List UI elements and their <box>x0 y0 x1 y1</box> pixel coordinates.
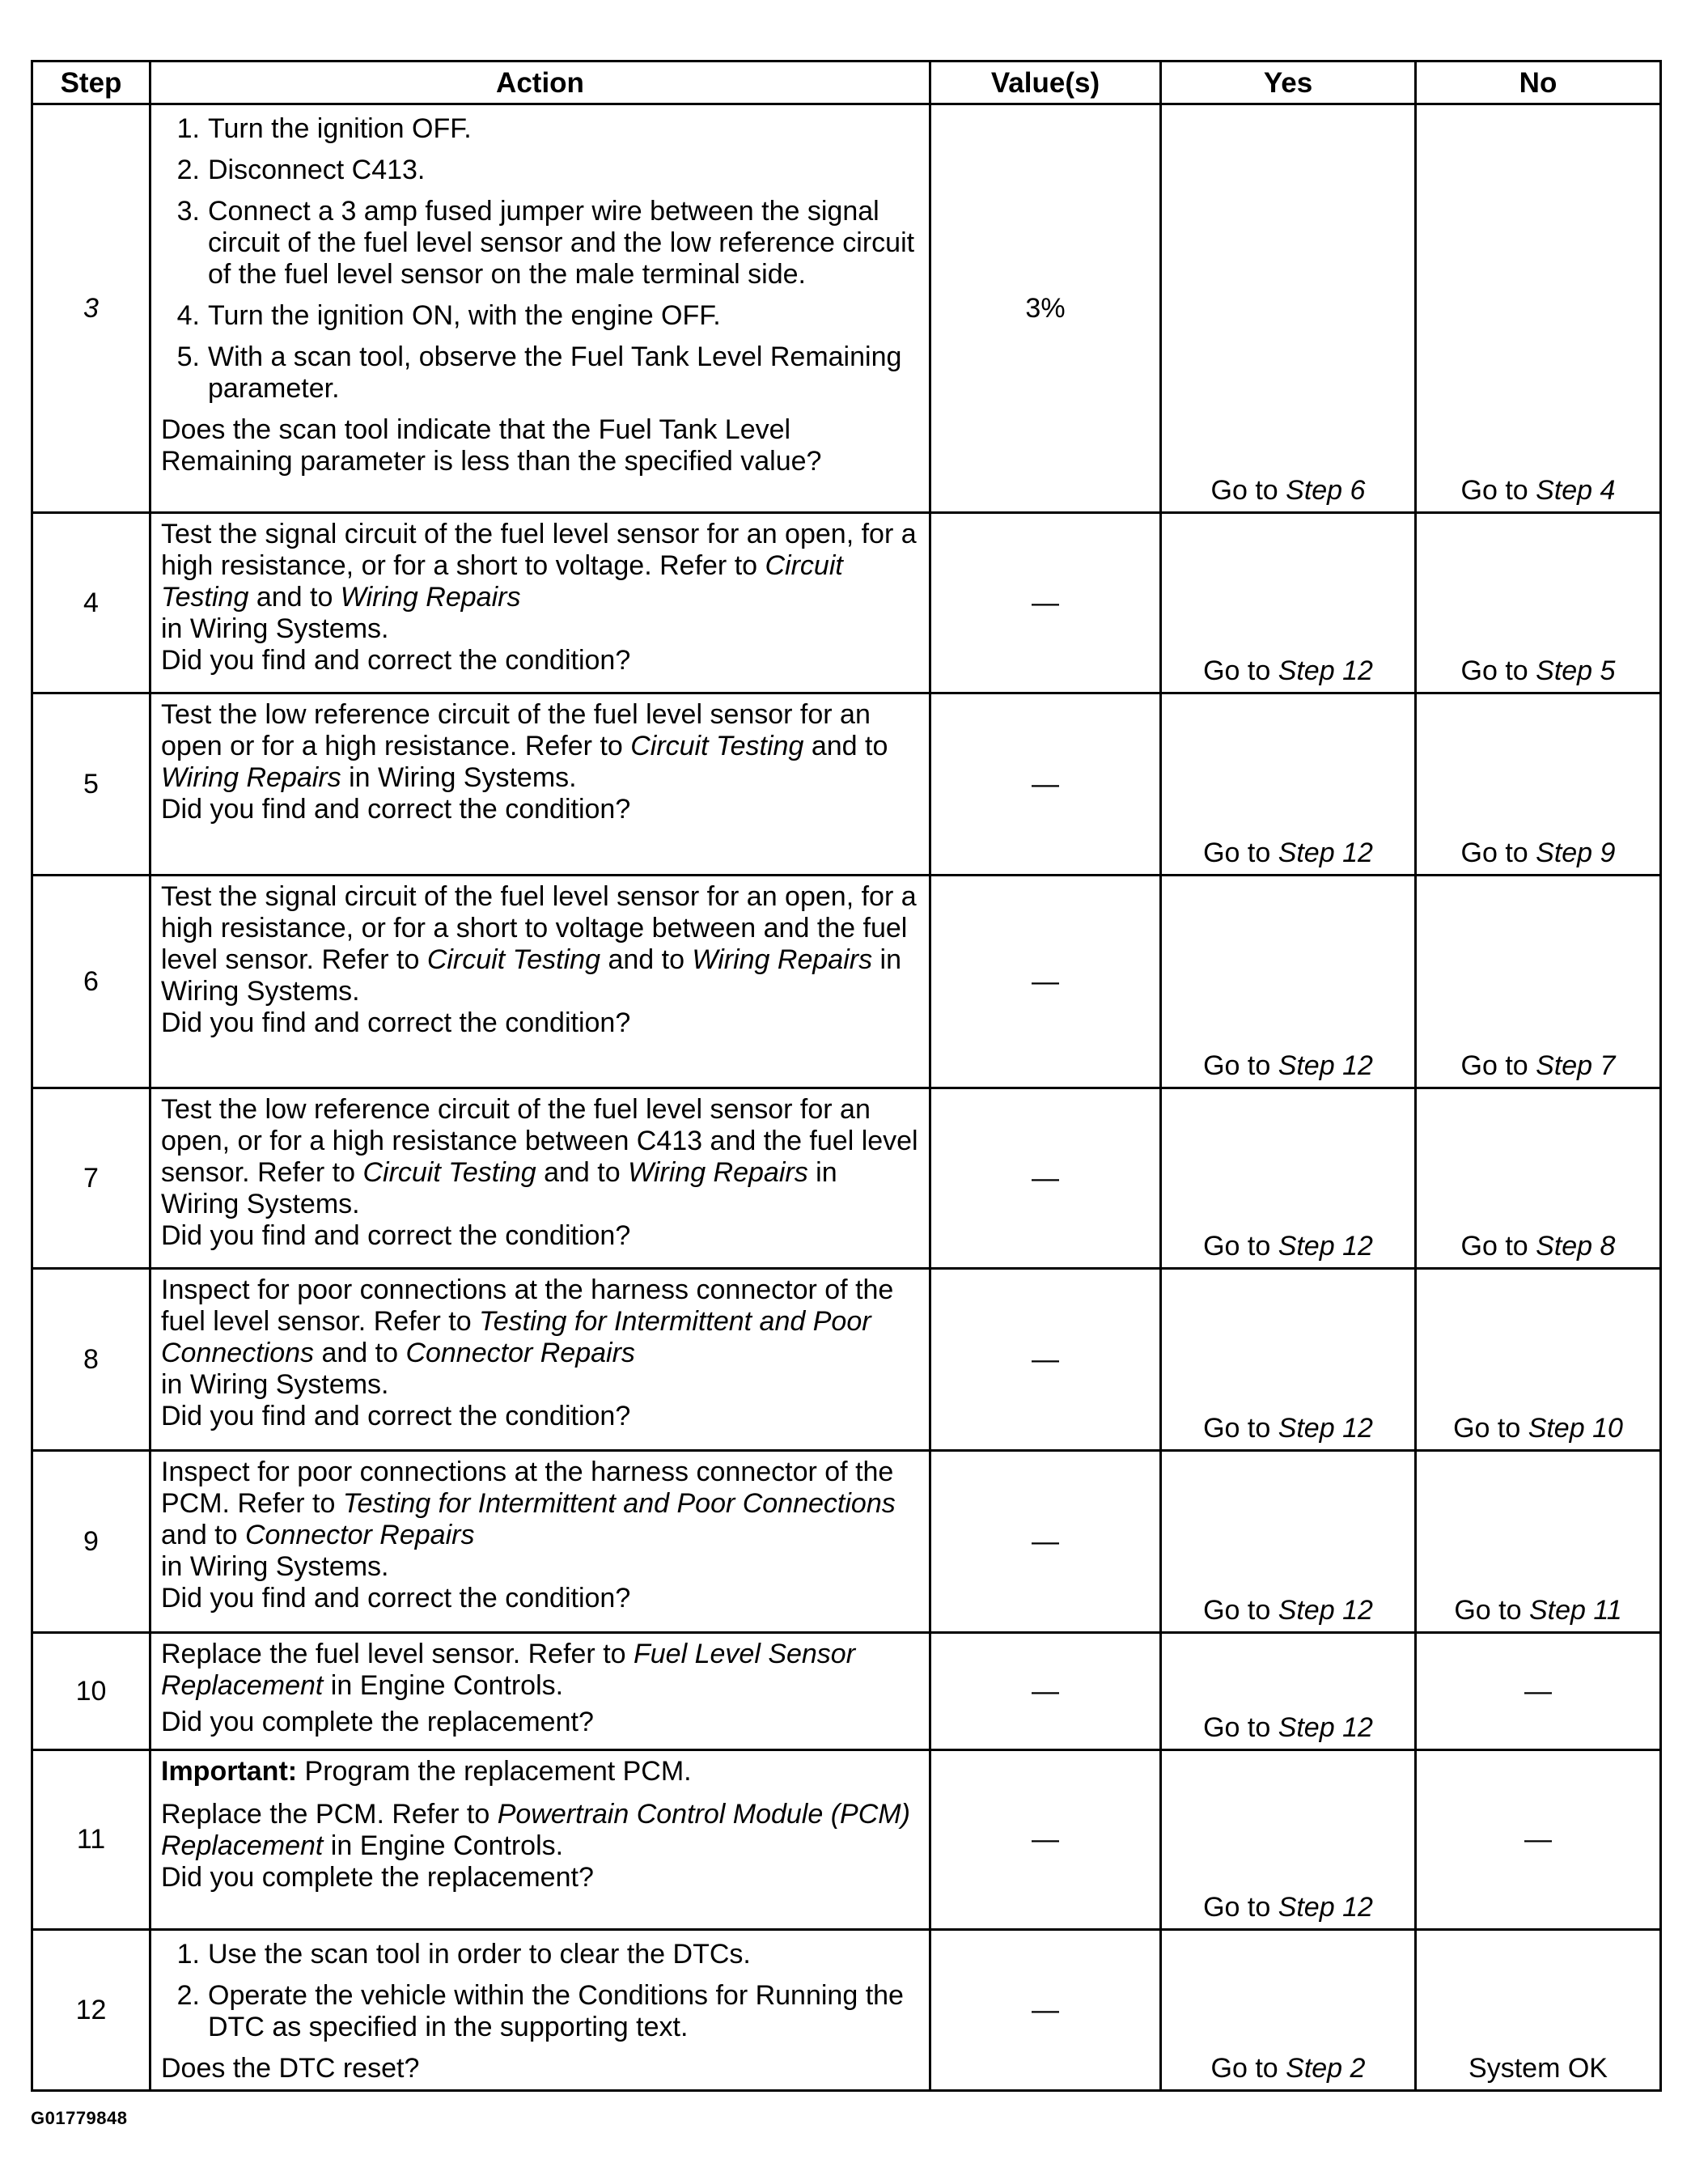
table-row <box>32 104 1661 513</box>
action-question: Did you find and correct the condition? <box>161 1583 631 1614</box>
action-text: Inspect for poor connections at the harness connector of the fuel level sensor. Refer to Testing for Intermittent and Poor Connections and to Connector Repairs in Wiring Systems. <box>161 1274 894 1400</box>
action-cell <box>150 1930 930 2091</box>
value-cell: — <box>930 1269 1161 1451</box>
header-values: Value(s) <box>930 61 1161 104</box>
action-list <box>161 113 921 405</box>
action-cell <box>150 876 930 1088</box>
no-cell: Go to Step 4 <box>1416 104 1661 513</box>
step-number: 8 <box>32 1269 150 1451</box>
action-cell <box>150 513 930 693</box>
action-cell <box>150 1750 930 1930</box>
no-cell: System OK <box>1416 1930 1661 2091</box>
value-cell: — <box>930 1750 1161 1930</box>
table-row <box>32 876 1661 1088</box>
yes-cell: Go to Step 12 <box>1161 876 1416 1088</box>
value-cell: — <box>930 1451 1161 1633</box>
yes-cell: Go to Step 12 <box>1161 693 1416 876</box>
action-text: Test the signal circuit of the fuel level sensor for an open, for a high resistance, or for a short to voltage. Refer to Circuit Testing and to Wiring Repairs in Wiring Systems. <box>161 519 917 644</box>
no-cell: Go to Step 9 <box>1416 693 1661 876</box>
action-list <box>161 1939 921 2043</box>
header-action: Action <box>150 61 930 104</box>
action-text: Replace the fuel level sensor. Refer to Fuel Level Sensor Replacement in Engine Controls. <box>161 1639 856 1701</box>
action-cell <box>150 1269 930 1451</box>
header-yes: Yes <box>1161 61 1416 104</box>
action-text: Replace the PCM. Refer to Powertrain Control Module (PCM) Replacement in Engine Controls. <box>161 1799 910 1861</box>
step-number: 4 <box>32 513 150 693</box>
no-cell: Go to Step 7 <box>1416 876 1661 1088</box>
table-row <box>32 1633 1661 1750</box>
action-text: Test the low reference circuit of the fuel level sensor for an open or for a high resistance. Refer to Circuit Testing and to Wiring Repairs in Wiring Systems. <box>161 699 888 793</box>
step-number: 5 <box>32 693 150 876</box>
list-item: 1. Turn the ignition OFF. <box>176 113 472 144</box>
no-cell: — <box>1416 1750 1661 1930</box>
list-item: 2. Operate the vehicle within the Conditions for Running the DTC as specified in the supporting text. <box>176 1980 904 2042</box>
action-question: Did you complete the replacement? <box>161 1862 594 1893</box>
header-step: Step <box>32 61 150 104</box>
no-cell: Go to Step 8 <box>1416 1088 1661 1269</box>
list-item: 1. Use the scan tool in order to clear the DTCs. <box>176 1939 751 1970</box>
table-row <box>32 1088 1661 1269</box>
action-question: Did you find and correct the condition? <box>161 1220 631 1251</box>
yes-cell: Go to Step 2 <box>1161 1930 1416 2091</box>
action-question: Did you find and correct the condition? <box>161 1401 631 1431</box>
yes-cell: Go to Step 6 <box>1161 104 1416 513</box>
important-note: Important: Program the replacement PCM. <box>161 1756 692 1787</box>
action-cell <box>150 693 930 876</box>
table-row <box>32 1930 1661 2091</box>
step-number: 12 <box>32 1930 150 2091</box>
value-cell: — <box>930 876 1161 1088</box>
list-item: 3. Connect a 3 amp fused jumper wire between the signal circuit of the fuel level sensor and the low reference circuit of the fuel level sensor on the male terminal side. <box>176 196 915 290</box>
figure-id: G01779848 <box>31 2108 128 2128</box>
yes-cell: Go to Step 12 <box>1161 1633 1416 1750</box>
step-number: 11 <box>32 1750 150 1930</box>
no-cell: — <box>1416 1633 1661 1750</box>
step-number: 9 <box>32 1451 150 1633</box>
table-row <box>32 1451 1661 1633</box>
action-text: Inspect for poor connections at the harness connector of the PCM. Refer to Testing for Intermittent and Poor Connections and to Connector Repairs in Wiring Systems. <box>161 1457 896 1582</box>
action-question: Did you find and correct the condition? <box>161 645 631 676</box>
action-text: Test the low reference circuit of the fuel level sensor for an open, or for a high resistance between C413 and the fuel level sensor. Refer to Circuit Testing and to Wiring Repairs in Wiring Systems. <box>161 1094 918 1219</box>
table-row <box>32 513 1661 693</box>
diagnostic-step-table <box>31 60 1662 2092</box>
no-cell: Go to Step 11 <box>1416 1451 1661 1633</box>
table-row <box>32 693 1661 876</box>
value-cell: — <box>930 1633 1161 1750</box>
table-row <box>32 1750 1661 1930</box>
yes-cell: Go to Step 12 <box>1161 513 1416 693</box>
action-cell <box>150 1633 930 1750</box>
header-no: No <box>1416 61 1661 104</box>
action-text: Test the signal circuit of the fuel level sensor for an open, for a high resistance, or for a short to voltage between and the fuel level sensor. Refer to Circuit Testing and to Wiring Repairs in Wiring Systems. <box>161 881 917 1007</box>
list-item: 2. Disconnect C413. <box>176 155 426 185</box>
action-cell <box>150 1088 930 1269</box>
yes-cell: Go to Step 12 <box>1161 1451 1416 1633</box>
value-cell: — <box>930 1088 1161 1269</box>
action-cell <box>150 1451 930 1633</box>
no-cell: Go to Step 10 <box>1416 1269 1661 1451</box>
step-number: 10 <box>32 1633 150 1750</box>
yes-cell: Go to Step 12 <box>1161 1088 1416 1269</box>
value-cell: — <box>930 693 1161 876</box>
list-item: 5. With a scan tool, observe the Fuel Tank Level Remaining parameter. <box>176 341 902 404</box>
value-cell: — <box>930 513 1161 693</box>
table-row <box>32 1269 1661 1451</box>
yes-cell: Go to Step 12 <box>1161 1750 1416 1930</box>
value-cell: — <box>930 1930 1161 2091</box>
action-question: Does the scan tool indicate that the Fuel Tank Level Remaining parameter is less than the specified value? <box>161 414 822 477</box>
step-number: 6 <box>32 876 150 1088</box>
action-question: Did you complete the replacement? <box>161 1707 594 1737</box>
list-item: 4. Turn the ignition ON, with the engine OFF. <box>176 300 721 331</box>
step-number: 3 <box>32 104 150 513</box>
yes-cell: Go to Step 12 <box>1161 1269 1416 1451</box>
action-question: Does the DTC reset? <box>161 2053 420 2084</box>
action-cell <box>150 104 930 513</box>
step-number: 7 <box>32 1088 150 1269</box>
action-question: Did you find and correct the condition? <box>161 1007 631 1038</box>
no-cell: Go to Step 5 <box>1416 513 1661 693</box>
action-question: Did you find and correct the condition? <box>161 794 631 825</box>
header-row <box>32 61 1661 104</box>
value-cell: 3% <box>930 104 1161 513</box>
